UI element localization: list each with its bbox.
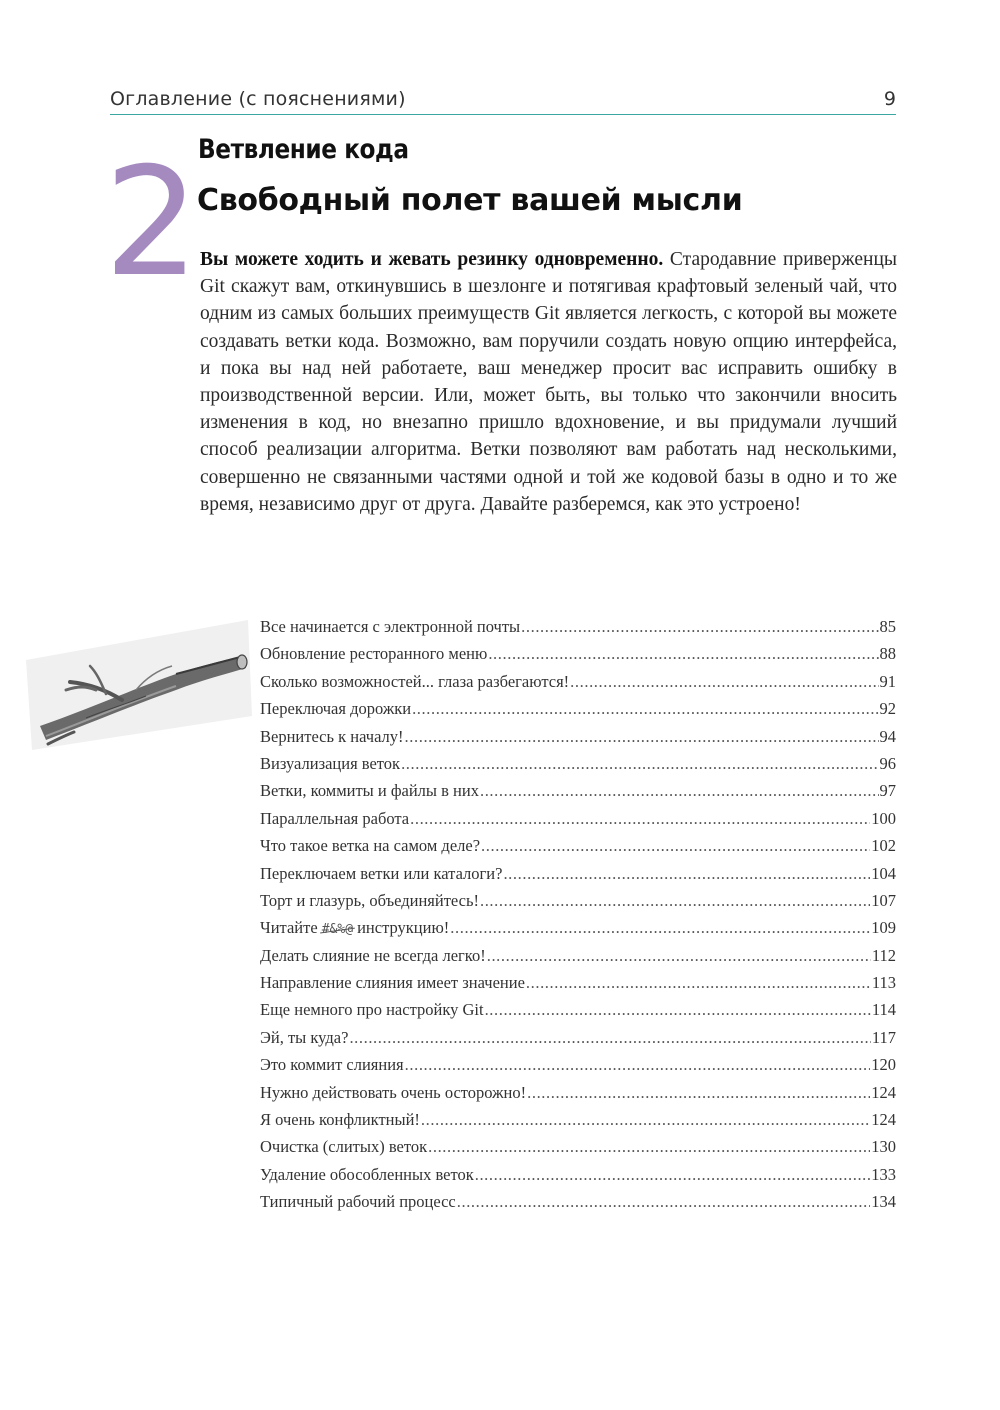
toc-entry-page: 107	[871, 890, 896, 910]
toc-entry[interactable]	[260, 864, 896, 891]
toc-entry-title: Переключаем ветки или каталоги?	[260, 863, 503, 883]
chapter-number: 2	[104, 136, 200, 310]
toc-leader	[421, 1110, 870, 1130]
toc-leader	[480, 781, 879, 801]
toc-leader	[412, 699, 878, 719]
toc-entry[interactable]	[260, 781, 896, 808]
toc-entry-page: 114	[871, 1000, 896, 1020]
toc-entry[interactable]	[260, 1083, 896, 1110]
toc-entry[interactable]	[260, 836, 896, 863]
toc-entry[interactable]	[260, 1192, 896, 1219]
toc-leader	[410, 809, 870, 829]
toc-entry-title: Сколько возможностей... глаза разбегаются!	[260, 671, 570, 691]
toc-entry-title: Я очень конфликтный!	[260, 1110, 420, 1130]
toc-leader	[457, 1192, 871, 1212]
toc-entry-page: 124	[871, 1110, 896, 1130]
toc-entry-title: Переключая дорожки	[260, 699, 412, 719]
toc-leader	[488, 644, 878, 664]
toc-entry-title: Еще немного про настройку Git	[260, 1000, 484, 1020]
toc-entry-title: Делать слияние не всегда легко!	[260, 945, 486, 965]
toc-leader	[485, 1000, 871, 1020]
toc-entry-title: Визуализация веток	[260, 753, 401, 773]
toc-leader	[487, 946, 871, 966]
toc-leader	[481, 836, 870, 856]
toc-entry[interactable]	[260, 672, 896, 699]
toc-leader	[405, 727, 879, 747]
tree-branch-illustration	[26, 620, 252, 750]
toc-entry-page: 117	[871, 1027, 896, 1047]
toc-entry-page: 91	[879, 671, 896, 691]
toc-entry[interactable]	[260, 1110, 896, 1137]
toc-entry[interactable]	[260, 1137, 896, 1164]
toc-entry-page: 130	[871, 1137, 896, 1157]
toc-leader	[480, 891, 870, 911]
toc-entry[interactable]	[260, 1055, 896, 1082]
toc-entry-title: Обновление ресторанного меню	[260, 644, 488, 664]
toc-entry[interactable]	[260, 973, 896, 1000]
toc-entry-title-prefix: Читайте	[260, 918, 318, 938]
toc-entry[interactable]	[260, 1165, 896, 1192]
toc-entry-title: Нужно действовать очень осторожно!	[260, 1082, 527, 1102]
toc-entry-title: Эй, ты куда?	[260, 1027, 349, 1047]
toc-entry-page: 94	[879, 726, 896, 746]
toc-entry-title	[260, 918, 449, 938]
toc-entry-page: 112	[871, 945, 896, 965]
toc-entry[interactable]	[260, 644, 896, 671]
toc-entry-title: Направление слияния имеет значение	[260, 973, 525, 993]
toc-leader	[475, 1165, 871, 1185]
table-of-contents	[260, 617, 896, 1220]
toc-entry-page: 120	[871, 1055, 896, 1075]
toc-leader	[521, 617, 878, 637]
toc-entry-title: Типичный рабочий процесс	[260, 1192, 456, 1212]
toc-leader	[503, 864, 870, 884]
toc-entry[interactable]	[260, 617, 896, 644]
chapter-title: Свободный полет вашей мысли	[197, 183, 743, 218]
toc-entry-page: 134	[871, 1192, 896, 1212]
intro-body: Стародавние приверженцы Git скажут вам, откинувшись в шезлонге и потягивая крафтовый зеленый чай, что одним из самых больших преимуществ Git является легкость, с которой вы можете создавать ветки кода. Возможно, вам поручили создать новую опцию интерфейса, и пока вы над ней работаете, ваш менеджер просит вас исправить ошибку в производственной версии. Или, может быть, вы только что закончили вносить изменения в код, но внезапно пришло вдохновение, и вы придумали лучший способ реализации алгоритма. Ветки позволяют вам работать над несколькими, совершенно не связанными частями одной и той же кодовой базы в одно и то же время, независимо друг от друга. Давайте разберемся, как это устроено!	[200, 249, 897, 515]
chapter-intro	[200, 246, 897, 518]
toc-leader	[570, 672, 878, 692]
toc-entry-page: 104	[871, 863, 896, 883]
toc-entry-page: 113	[871, 973, 896, 993]
toc-entry-title-suffix: инструкцию!	[357, 918, 450, 938]
toc-leader	[526, 973, 871, 993]
toc-entry-title: Это коммит слияния	[260, 1055, 404, 1075]
chapter-kicker: Ветвление кода	[198, 134, 409, 165]
branch-icon	[26, 620, 252, 750]
toc-entry-page: 97	[879, 781, 896, 801]
toc-entry-title: Торт и глазурь, объединяйтесь!	[260, 890, 479, 910]
toc-leader	[450, 918, 870, 938]
toc-entry-title: Удаление обособленных веток	[260, 1164, 474, 1184]
toc-leader	[428, 1137, 870, 1157]
toc-entry[interactable]	[260, 809, 896, 836]
toc-entry[interactable]	[260, 699, 896, 726]
toc-entry[interactable]	[260, 1028, 896, 1055]
toc-entry-page: 92	[879, 699, 896, 719]
toc-entry-title: Очистка (слитых) веток	[260, 1137, 428, 1157]
toc-entry-title: Вернитесь к началу!	[260, 726, 404, 746]
toc-entry[interactable]	[260, 727, 896, 754]
toc-entry-page: 88	[879, 644, 896, 664]
toc-leader	[405, 1055, 871, 1075]
toc-entry-page: 109	[871, 918, 896, 938]
toc-leader	[401, 754, 878, 774]
page-number: 9	[883, 88, 896, 110]
toc-entry[interactable]	[260, 891, 896, 918]
toc-leader	[527, 1083, 870, 1103]
toc-entry[interactable]	[260, 754, 896, 781]
intro-lead: Вы можете ходить и жевать резинку одновременно.	[200, 249, 664, 270]
toc-entry-page: 85	[879, 617, 896, 636]
running-head	[110, 84, 896, 115]
running-title: Оглавление (с пояснениями)	[110, 88, 406, 110]
toc-entry-title: Все начинается с электронной почты	[260, 617, 521, 636]
toc-entry-page: 102	[871, 836, 896, 856]
toc-entry-page: 100	[871, 808, 896, 828]
toc-entry[interactable]	[260, 1000, 896, 1027]
toc-entry[interactable]	[260, 918, 896, 945]
toc-entry-page: 96	[879, 753, 896, 773]
toc-entry-page: 133	[871, 1164, 896, 1184]
toc-entry[interactable]	[260, 946, 896, 973]
toc-entry-page: 124	[871, 1082, 896, 1102]
toc-entry-title: Параллельная работа	[260, 808, 410, 828]
toc-entry-title: Ветки, коммиты и файлы в них	[260, 781, 479, 801]
censored-scribble: #&%@	[321, 922, 354, 938]
toc-leader	[349, 1028, 870, 1048]
toc-entry-title: Что такое ветка на самом деле?	[260, 836, 481, 856]
